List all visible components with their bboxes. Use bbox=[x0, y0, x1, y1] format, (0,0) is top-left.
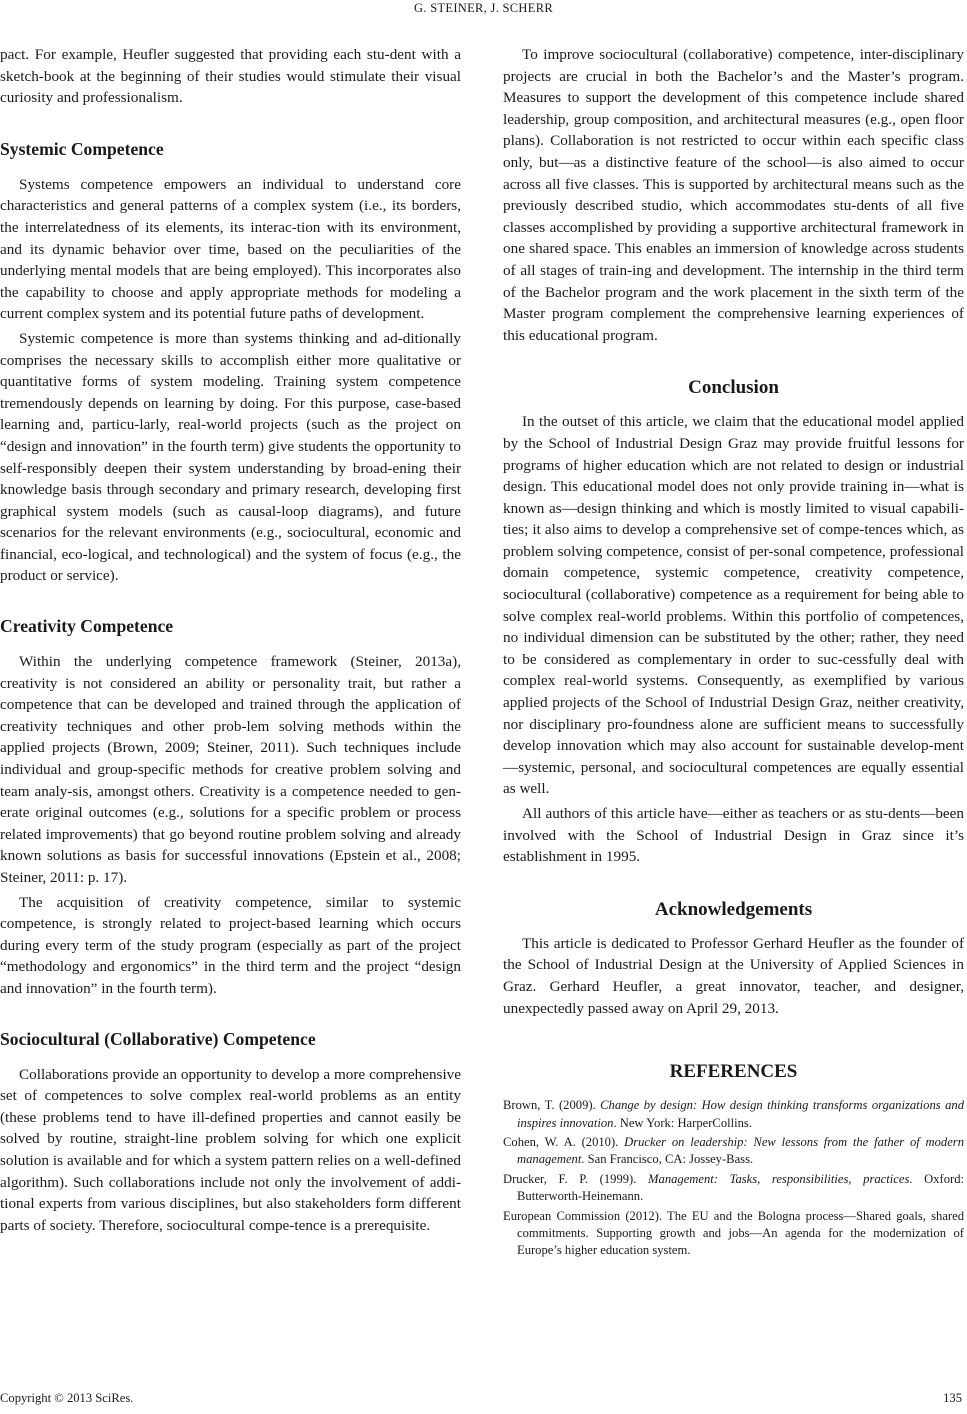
heading-acknowledgements: Acknowledgements bbox=[654, 898, 813, 920]
running-head: G. STEINER, J. SCHERR bbox=[414, 1, 553, 15]
reference-item: European Commission (2012). The EU and the Bologna process—Shared goals, shared commitments. Supporting growth and jobs—An agenda for the modernization of Europe’s higher education system. bbox=[503, 1208, 964, 1258]
paragraph-creativity-2: The acquisition of creativity competence, similar to systemic competence, is strongly related to project-based learning which occurs during every term of the study program (especially as part of the project “methodology and ergonomics” in the third term and the project “design and innovation” in the fourth term). bbox=[0, 893, 461, 997]
paragraph-sociocultural-2: To improve sociocultural (collaborative) competence, inter-disciplinary projects are crucial in both the Bachelor’s and the Master’s program. Measures to support the development of this competence include shared leadership, group composition, and architectural measures (e.g., open floor plans). Collaboration is not restricted to occur within each specific class only, but—as a distinctive feature of the school—is also aimed to occur across all five classes. This is supported by architectural means such as the previously described studio, which accommodates stu-dents of all five classes accomplished by providing a supportive architectural framework in one shared space. This enables an immersion of knowledge across students of all stages of train-ing and development. The internship in the third term of the Bachelor program and the work placement in the sixth term of the Master program complement the comprehensive learning experiences of this educational program. bbox=[503, 46, 964, 344]
heading-systemic-competence: Systemic Competence bbox=[0, 138, 164, 159]
paragraph-conclusion-1: In the outset of this article, we claim that the educational model applied by the School of Industrial Design Graz may provide fruitful lessons for programs of higher education which are not related to design or industrial design. This educational model does not only provide training in—what is known as—design thinking and which is mostly limited to visual capabili-ties; it also aims to develop a comprehensive set of compe-tences which, as problem solving competence, consist of per-sonal competence, professional domain competence, systemic competence, creativity competence, sociocultural (collaborative) competence as a requirement for being able to solve complex real-world problems. Within this portfolio of competences, no individual dimension can be substituted by the other; rather, they need to be considered as complementary in order to suc-cessfully deal with complex real-world systems. Consequently, as exemplified by various applied projects of the School of Industrial Design Graz, neither creativity, nor disciplinary pro-foundness alone are sufficient means to successfully develop innovation which may also account for sustainable develop-ment—systemic, personal, and sociocultural competences are equally essential as well. bbox=[503, 413, 964, 798]
left-column bbox=[0, 44, 461, 1236]
heading-creativity-competence: Creativity Competence bbox=[0, 616, 174, 637]
paragraph-sociocultural-1: Collaborations provide an opportunity to develop a more comprehensive set of competences to solve complex real-world problems as an entity (these problems tend to have ill-defined properties and cannot easily be solved by routine, straight-line problem solving for which one explicit solution is available and for which a system pattern relies on a well-defined algorithm). Such collaborations include not only the involvement of addi-tional experts from various disciplines, but also stakeholders form different parts of society. Therefore, sociocultural compe-tence is a prerequisite. bbox=[0, 1065, 461, 1234]
paragraph-acknowledgements: This article is dedicated to Professor Gerhard Heufler as the founder of the School of Industrial Design at the University of Applied Sciences in Graz. Gerhard Heufler, a great innovator, teacher, and designer, unexpectedly passed away on April 29, 2013. bbox=[503, 934, 964, 1017]
heading-sociocultural-competence: Sociocultural (Collaborative) Competence bbox=[0, 1028, 316, 1049]
paragraph-systemic-2: Systemic competence is more than systems thinking and ad-ditionally comprises the necessary skills to accomplish either more qualitative or quantitative forms of system modeling. Training system competence tremendously depends on learning by doing. For this purpose, case-based learning and, particu-larly, real-world projects (such as the project on “design and innovation” in the fourth term) give students the opportunity to self-responsibly deepen their system understanding by broad-ening their knowledge basis through secondary and primary research, developing first graphical system models (such as causal-loop diagrams), and future scenarios for the relevant environments (e.g., sociocultural, economic and financial, eco-logical, and technological) and the system of focus (e.g., the product or service). bbox=[0, 329, 461, 585]
paragraph-systemic-1: Systems competence empowers an individual to understand core characteristics and general patterns of a complex system (i.e., its borders, the interrelatedness of its elements, its interac-tion with its environment, and its dynamic behavior over time, based on the peculiarities of the underlying mental models that are being employed). This incorporates also the capability to choose and apply appropriate methods for modeling a current complex system and its potential future paths of development. bbox=[0, 175, 461, 323]
reference-item: Drucker, F. P. (1999). Management: Tasks, responsibilities, practices. Oxford: Butterworth-Heinemann. bbox=[503, 1171, 964, 1204]
reference-list bbox=[503, 1097, 964, 1260]
footer-page-number: 135 bbox=[943, 1391, 962, 1405]
paragraph-conclusion-2: All authors of this article have—either as teachers or as stu-dents—been involved with the School of Industrial Design in Graz since it’s establishment in 1995. bbox=[503, 805, 964, 866]
reference-item: Cohen, W. A. (2010). Drucker on leadership: New lessons from the father of modern management. San Francisco, CA: Jossey-Bass. bbox=[503, 1134, 965, 1167]
reference-item: Brown, T. (2009). Change by design: How design thinking transforms organizations and inspires innovation. New York: HarperCollins. bbox=[503, 1098, 964, 1130]
heading-references: REFERENCES bbox=[669, 1061, 798, 1083]
paragraph-intro: pact. For example, Heufler suggested that providing each stu-dent with a sketch-book at the beginning of their studies would stimulate their visual curiosity and professionalism. bbox=[0, 46, 461, 107]
heading-conclusion: Conclusion bbox=[688, 377, 779, 399]
footer-copyright: Copyright © 2013 SciRes. bbox=[0, 1391, 134, 1405]
right-column bbox=[503, 44, 964, 1262]
paragraph-creativity-1: Within the underlying competence framework (Steiner, 2013a), creativity is not considered an ability or personality trait, but rather a competence that can be developed and trained through the application of creativity techniques and other prob-lem solving methods within the applied projects (Brown, 2009; Steiner, 2011). Such techniques include individual and group-specific methods for creative problem solving and team analy-sis, amongst others. Creativity is a competence needed to gen-erate original outcomes (e.g., solutions for a specific problem or process related improvements) that go beyond routine problem solving and already known solutions as basis for successful innovations (Epstein et al., 2008; Steiner, 2011: p. 17). bbox=[0, 653, 461, 886]
